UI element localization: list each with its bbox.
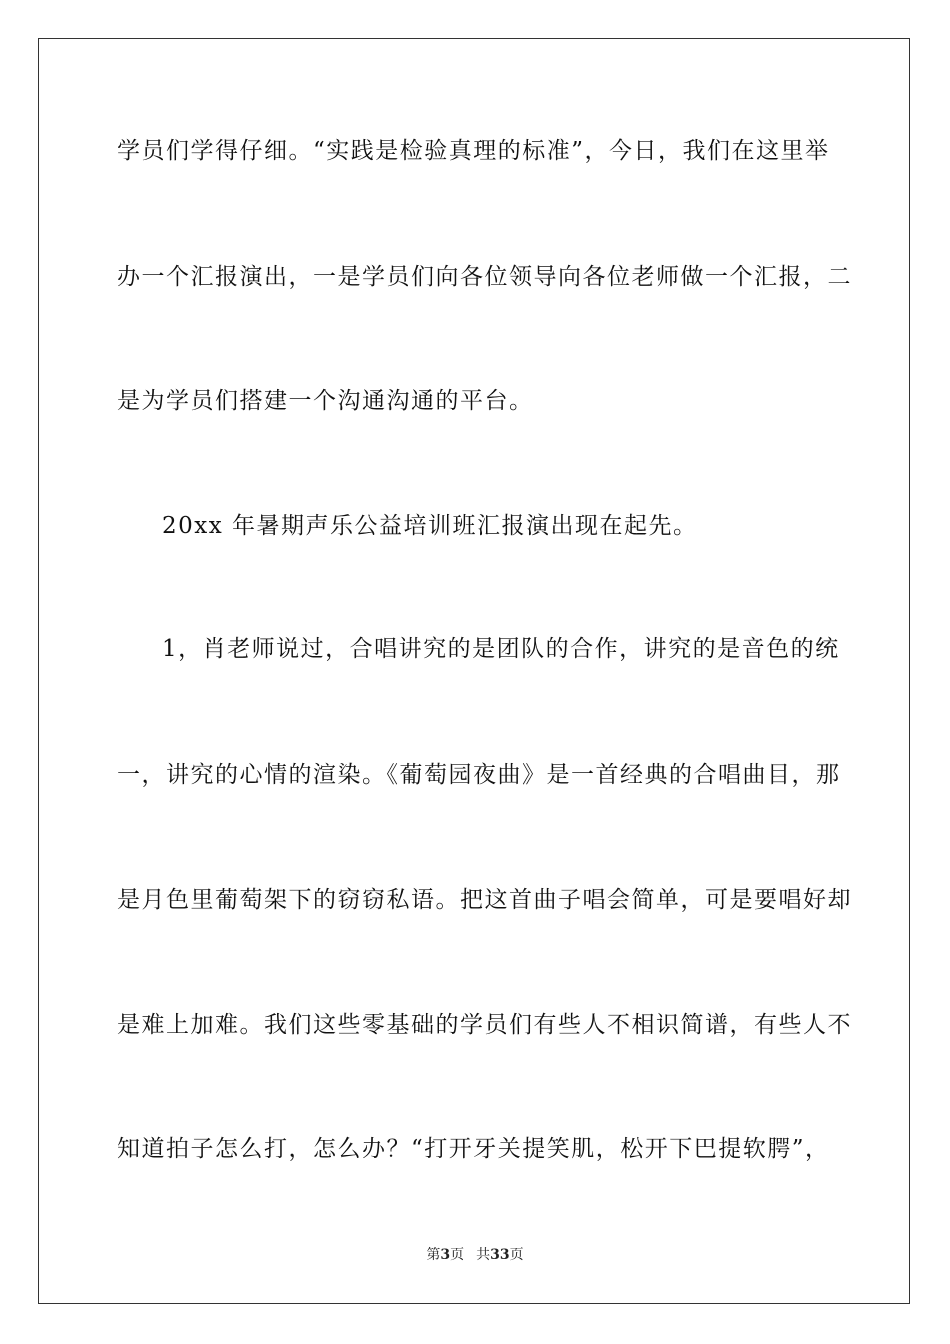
page-suffix: 页 [450, 1247, 465, 1263]
page-number: 3 [440, 1247, 451, 1263]
body-text-line: 是为学员们搭建一个沟通沟通的平台。 [117, 388, 534, 414]
body-text-line: 20xx 年暑期声乐公益培训班汇报演出现在起先。 [162, 513, 698, 539]
body-text-line: 学员们学得仔细。“实践是检验真理的标准”，今日，我们在这里举 [117, 138, 830, 164]
page-footer [0, 1245, 950, 1265]
total-suffix: 页 [509, 1247, 524, 1263]
total-prefix: 共 [476, 1247, 491, 1263]
page-prefix: 第 [426, 1247, 441, 1263]
body-text-line: 知道拍子怎么打，怎么办？“打开牙关提笑肌，松开下巴提软腭”， [117, 1136, 830, 1162]
body-text-line: 1，肖老师说过，合唱讲究的是团队的合作，讲究的是音色的统 [162, 636, 840, 662]
body-text-line: 一，讲究的心情的渲染。《葡萄园夜曲》是一首经典的合唱曲目，那 [117, 762, 841, 788]
body-text-line: 是难上加难。我们这些零基础的学员们有些人不相识简谱，有些人不 [117, 1012, 852, 1038]
body-text-line: 办一个汇报演出，一是学员们向各位领导向各位老师做一个汇报，二 [117, 264, 852, 290]
total-pages: 33 [490, 1247, 510, 1263]
page-border [38, 38, 910, 1304]
body-text-line: 是月色里葡萄架下的窃窃私语。把这首曲子唱会简单，可是要唱好却 [117, 887, 852, 913]
